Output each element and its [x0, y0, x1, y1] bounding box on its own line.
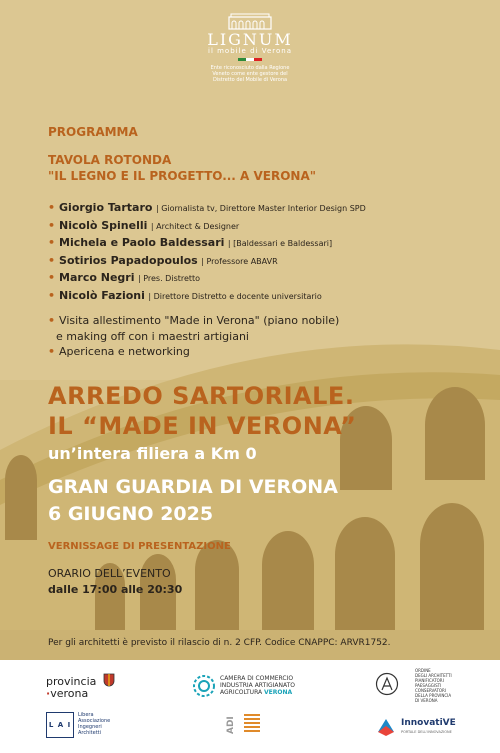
- brand-subtitle: il mobile di Verona: [208, 47, 292, 55]
- sponsor-logos: provincia ·verona CAMERA DI COMMERCIO INDUSTRIA ARTIGIANATO AGRICOLTURA VERONA ORDINE DEGLI ARCHITETTI PIANIFICATORI PAESAGGISTI CONSERVATORI DELLA PROVINCIA DI VERONA L A I Libera Associazione Ingegneri Architetti ADI InnovatiVE PORTALE DELL'INNOVAZIONE: [0, 660, 500, 753]
- italian-flag-icon: [200, 58, 300, 61]
- list-item: • Visita allestimento "Made in Verona" (piano nobile): [48, 314, 340, 327]
- list-item: • Giorgio Tartaro | Giornalista tv, Direttore Master Interior Design SPD: [48, 201, 366, 214]
- brand-name: LIGNUM: [207, 30, 293, 49]
- venue-date: GRAN GUARDIA DI VERONA 6 GIUGNO 2025: [48, 476, 338, 525]
- list-item: • Marco Negri | Pres. Distretto: [48, 271, 201, 284]
- list-item: • Michela e Paolo Baldessari | [Baldessari e Baldessari]: [48, 236, 333, 249]
- adi-delegation-icon: [244, 714, 260, 732]
- cfp-note: Per gli architetti è previsto il rilascio di n. 2 CFP. Codice CNAPPC: ARVR1752.: [48, 638, 391, 648]
- list-item: e making off con i maestri artigiani: [56, 329, 249, 343]
- speaker-list: [48, 201, 366, 306]
- list-item: • Sotirios Papadopoulos | Professore ABAVR: [48, 253, 278, 267]
- list-item: • Nicolò Spinelli | Architect & Designer: [48, 218, 240, 232]
- innovative-icon: [375, 716, 397, 738]
- headline-subtitle: un’intera filiera a Km 0: [48, 444, 257, 463]
- adi-logo: ADI: [226, 704, 276, 744]
- arena-logo-icon: [228, 12, 272, 30]
- ordine-a-icon: [375, 672, 399, 696]
- programma-label: PROGRAMMA: [48, 125, 138, 139]
- brand-note: Ente riconosciuto dalla Regione Veneto come ente gestore del Distretto del Mobile di Verona: [210, 65, 290, 83]
- vernissage-label: VERNISSAGE DI PRESENTAZIONE: [48, 541, 231, 552]
- lai-mark: L A I: [46, 712, 74, 738]
- list-item: • Apericena e networking: [48, 345, 190, 358]
- activity-list: [48, 313, 339, 360]
- list-item: • Nicolò Fazioni | Direttore Distretto e docente universitario: [48, 288, 322, 302]
- lignum-logo: [200, 12, 300, 83]
- event-time: ORARIO DELL’EVENTO dalle 17:00 alle 20:30: [48, 567, 183, 596]
- crest-icon: [103, 673, 115, 687]
- camera-commercio-icon: [192, 674, 216, 698]
- provincia-verona-logo: provincia ·verona: [46, 675, 126, 700]
- round-table-title: TAVOLA ROTONDA "IL LEGNO E IL PROGETTO... A VERONA": [48, 153, 317, 183]
- main-headline: ARREDO SARTORIALE. IL “MADE IN VERONA”: [48, 382, 357, 440]
